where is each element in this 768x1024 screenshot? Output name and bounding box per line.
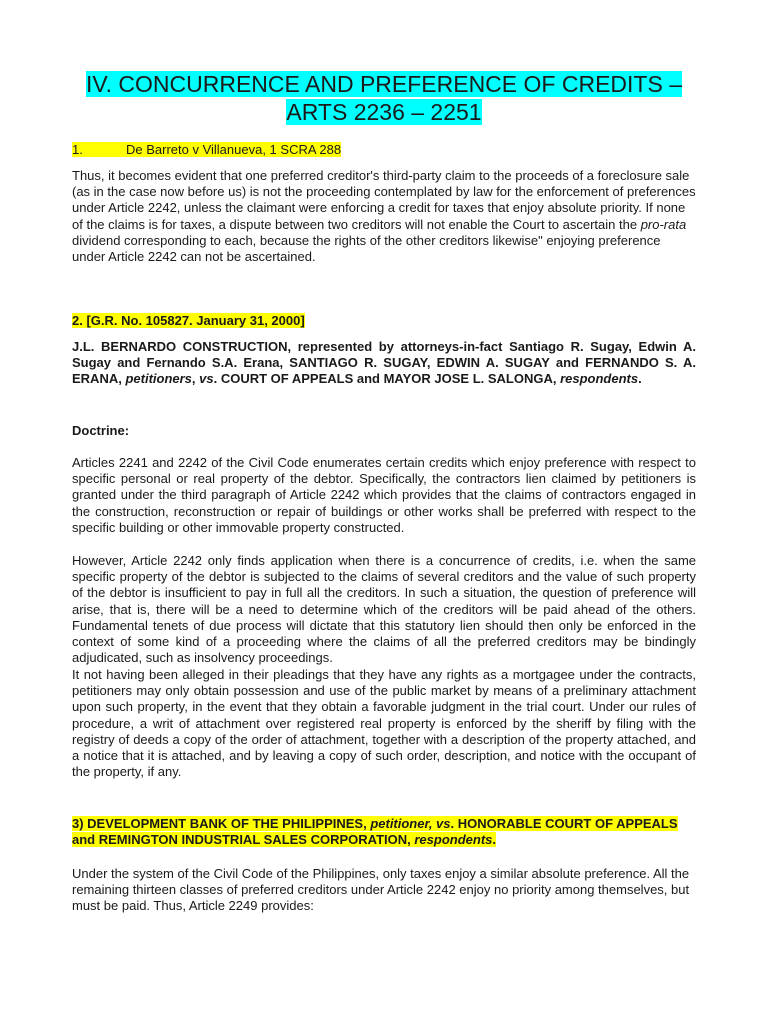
case3-paragraph-1: Under the system of the Civil Code of the Philippines, only taxes enjoy a similar absolute preference. All the remaining thirteen classes of preferred creditors under Article 2242 enjoy no priority among themselves, but must be paid. Thus, Article 2249 provides: [72, 866, 690, 914]
case1-heading [72, 141, 341, 158]
case2-header: 2. [G.R. No. 105827. January 31, 2000] [72, 313, 305, 328]
case2-parties-italic2: vs [199, 371, 214, 387]
case2-paragraph-2: However, Article 2242 only finds application when there is a concurrence of credits, i.e. when the same specific property of the debtor is subjected to the claims of several creditors and the value of such property of the debtor is insufficient to pay in full all the creditors. In such a situation, the question of preference will arise, that is, there will be a need to determine which of the creditors will be paid ahead of the others. Fundamental tenets of due process will dictate that this statutory lien should then only be enforced in the context of some kind of a proceeding where the claims of all the preferred creditors may be bindingly adjudicated, such as insolvency proceedings. [72, 553, 696, 666]
case2-parties-italic3: respondents [560, 371, 639, 387]
case3-header-a: 3) DEVELOPMENT BANK OF THE PHILIPPINES, [72, 816, 371, 831]
case1-text-b: dividend corresponding to each, because the rights of the other creditors likewise" enjoying preference under Article 2242 can not be ascertained. [72, 232, 661, 265]
case1-number: 1. [72, 142, 83, 157]
case2-paragraph-1: Articles 2241 and 2242 of the Civil Code enumerates certain credits which enjoy preference with respect to specific personal or real property of the debtor. Specifically, the contractors lien claimed by petitioners is granted under the third paragraph of Article 2242 which provides that the claims of contractors engaged in the construction, reconstruction or repair of buildings or other works shall be preferred with respect to the specific building or other immovable property constructed. [72, 455, 696, 535]
case1-paragraph [72, 168, 696, 265]
case3-heading [72, 816, 696, 848]
case3-header-italic2: respondents [414, 832, 493, 848]
case2-heading [72, 313, 696, 329]
case3-header-c: . [492, 832, 496, 848]
case1-name: De Barreto v Villanueva, 1 SCRA 288 [126, 142, 342, 157]
case2-parties [72, 339, 696, 388]
case2-parties-c: . COURT OF APPEALS and MAYOR JOSE L. SALONGA, [213, 371, 561, 387]
section-title [0, 70, 768, 126]
doctrine-label: Doctrine: [72, 423, 130, 438]
section-title-line2: ARTS 2236 – 2251 [286, 99, 482, 125]
case1-text-italic: pro-rata [640, 216, 687, 232]
case3-header-italic1: petitioner, vs [370, 816, 451, 831]
case2-parties-d: . [638, 371, 642, 387]
case2-parties-a: J.L. BERNARDO CONSTRUCTION, represented by attorneys-in-fact Santiago R. Sugay, Edwin A. Sugay and Fernando S.A. Erana, SANTIAGO R. SUGAY, EDWIN A. SUGAY and FERNANDO S. A. ERANA, [72, 339, 696, 387]
case2-paragraph-3: It not having been alleged in their pleadings that they have any rights as a mortgagee under the contracts, petitioners may only obtain possession and use of the public market by means of a preliminary attachment upon such property, in the event that they obtain a favorable judgment in the trial court. Under our rules of procedure, a writ of attachment over registered real property is enforced by the sheriff by filing with the registry of deeds a copy of the order of attachment, together with a description of the property attached, and a notice that it is attached, and by leaving a copy of such order, description, and notice with the occupant of the property, if any. [72, 667, 696, 780]
section-title-line1: IV. CONCURRENCE AND PREFERENCE OF CREDITS – [86, 71, 682, 97]
case2-parties-italic1: petitioners [125, 371, 192, 387]
case3-header-b: . HONORABLE COURT OF APPEALS and REMINGTON INDUSTRIAL SALES CORPORATION, [72, 816, 678, 848]
case2-parties-b: , [191, 371, 200, 387]
case1-text-a: Thus, it becomes evident that one preferred creditor's third-party claim to the proceeds of a foreclosure sale (as in the case now before us) is not the proceeding contemplated by law for the enforcement of preferences under Article 2242, unless the claimant were enforcing a credit for taxes that enjoy absolute priority. If none of the claims is for taxes, a dispute between two creditors will not enable the Court to ascertain the [72, 168, 696, 232]
